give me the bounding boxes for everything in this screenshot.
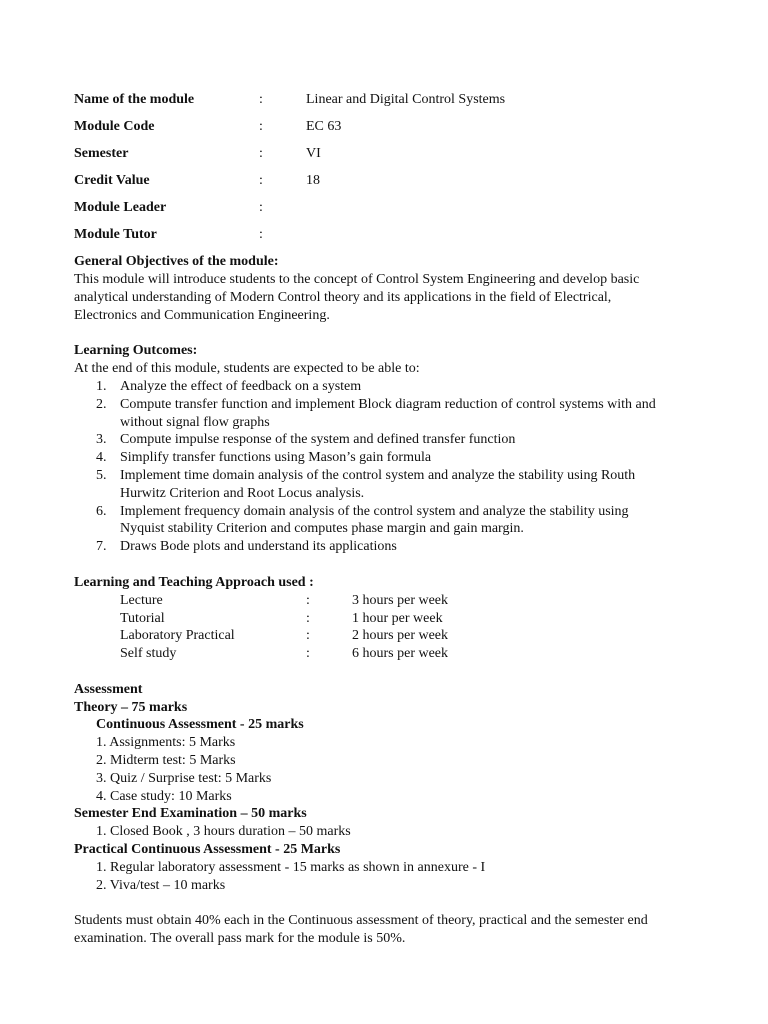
outcomes-heading: Learning Outcomes: — [74, 343, 198, 359]
list-text: Compute impulse response of the system and defined transfer function — [120, 432, 516, 448]
list-item: 1. Closed Book , 3 hours duration – 50 marks — [96, 824, 351, 840]
list-text: Hurwitz Criterion and Root Locus analysis. — [120, 485, 365, 501]
list-item: 2. Viva/test – 10 marks — [96, 877, 226, 893]
approach-label: Self study — [120, 646, 177, 662]
objectives-line: This module will introduce students to the concept of Control System Engineering and develop basic — [74, 272, 640, 287]
list-item — [74, 431, 724, 449]
pass-note-line: examination. The overall pass mark for the module is 50%. — [74, 930, 406, 946]
list-text: without signal flow graphs — [120, 414, 270, 430]
approach-colon: : — [306, 610, 310, 626]
pass-note-line: Students must obtain 40% each in the Continuous assessment of theory, practical and the semester end — [74, 913, 648, 929]
list-item — [74, 449, 724, 467]
info-row-leader — [74, 197, 724, 224]
info-value: 18 — [306, 173, 320, 188]
approach-value: 6 hours per week — [352, 646, 449, 662]
objectives-line: Electronics and Communication Engineering. — [74, 307, 330, 323]
info-row-name — [74, 89, 724, 116]
list-text: Nyquist stability Criterion and computes phase margin and gain margin. — [120, 521, 524, 537]
info-row-credit — [74, 170, 724, 197]
approach-row-lecture — [74, 592, 724, 610]
outcomes-section — [74, 342, 724, 556]
outcomes-intro: At the end of this module, students are expected to be able to: — [74, 361, 420, 377]
list-item: 3. Quiz / Surprise test: 5 Marks — [96, 770, 272, 786]
info-value: VI — [306, 146, 321, 161]
info-colon: : — [259, 227, 263, 242]
objectives-section — [74, 253, 724, 324]
theory-heading: Theory – 75 marks — [74, 699, 188, 715]
info-colon: : — [259, 119, 263, 134]
list-number: 2. — [96, 396, 107, 412]
list-text: Compute transfer function and implement Block diagram reduction of control systems with and — [120, 396, 656, 412]
info-label: Semester — [74, 146, 129, 161]
info-value: Linear and Digital Control Systems — [306, 92, 506, 107]
info-colon: : — [259, 200, 263, 215]
approach-label: Laboratory Practical — [120, 628, 235, 644]
objectives-line: analytical understanding of Modern Control theory and its applications in the field of Electrical, — [74, 289, 612, 305]
approach-section — [74, 574, 724, 663]
approach-colon: : — [306, 628, 310, 644]
approach-row-tutorial — [74, 610, 724, 628]
approach-label: Lecture — [120, 592, 163, 608]
info-colon: : — [259, 173, 263, 188]
approach-value: 1 hour per week — [352, 610, 443, 626]
list-number: 4. — [96, 450, 107, 466]
list-item — [74, 396, 724, 432]
info-row-tutor — [74, 224, 724, 251]
list-item — [74, 378, 724, 396]
document-page — [74, 89, 724, 948]
list-number: 3. — [96, 432, 107, 448]
list-number: 5. — [96, 467, 107, 483]
list-item: 4. Case study: 10 Marks — [96, 788, 232, 804]
list-text: Analyze the effect of feedback on a system — [120, 378, 362, 394]
list-item: 1. Assignments: 5 Marks — [96, 735, 236, 751]
approach-colon: : — [306, 646, 310, 662]
info-label: Module Tutor — [74, 227, 157, 242]
list-item — [74, 503, 724, 539]
approach-value: 3 hours per week — [352, 592, 449, 608]
semester-end-heading: Semester End Examination – 50 marks — [74, 806, 307, 822]
info-label: Module Leader — [74, 200, 167, 215]
list-item — [74, 467, 724, 503]
list-text: Simplify transfer functions using Mason’s gain formula — [120, 450, 432, 466]
list-item: 1. Regular laboratory assessment - 15 marks as shown in annexure - I — [96, 859, 486, 875]
outcomes-list — [74, 378, 724, 556]
info-label: Module Code — [74, 119, 155, 134]
list-number: 1. — [96, 378, 107, 394]
list-text: Implement frequency domain analysis of the control system and analyze the stability using — [120, 503, 629, 519]
list-text: Draws Bode plots and understand its applications — [120, 539, 397, 555]
module-info — [74, 89, 724, 251]
approach-label: Tutorial — [120, 610, 165, 626]
info-value: EC 63 — [306, 119, 342, 134]
list-number: 7. — [96, 539, 107, 555]
objectives-heading: General Objectives of the module: — [74, 254, 279, 269]
info-row-code — [74, 116, 724, 143]
list-number: 6. — [96, 503, 107, 519]
info-colon: : — [259, 92, 263, 107]
practical-heading: Practical Continuous Assessment - 25 Marks — [74, 841, 341, 857]
approach-row-lab — [74, 627, 724, 645]
info-label: Credit Value — [74, 173, 150, 188]
assessment-section — [74, 681, 724, 895]
assessment-heading: Assessment — [74, 681, 143, 697]
list-text: Implement time domain analysis of the control system and analyze the stability using Routh — [120, 467, 636, 483]
list-item — [74, 538, 724, 556]
list-item: 2. Midterm test: 5 Marks — [96, 752, 236, 768]
approach-row-self-study — [74, 645, 724, 663]
info-row-semester — [74, 143, 724, 170]
approach-value: 2 hours per week — [352, 628, 449, 644]
approach-colon: : — [306, 592, 310, 608]
approach-heading: Learning and Teaching Approach used : — [74, 574, 314, 590]
info-label: Name of the module — [74, 92, 195, 107]
info-colon: : — [259, 146, 263, 161]
continuous-heading: Continuous Assessment - 25 marks — [96, 717, 304, 733]
pass-note — [74, 912, 724, 948]
